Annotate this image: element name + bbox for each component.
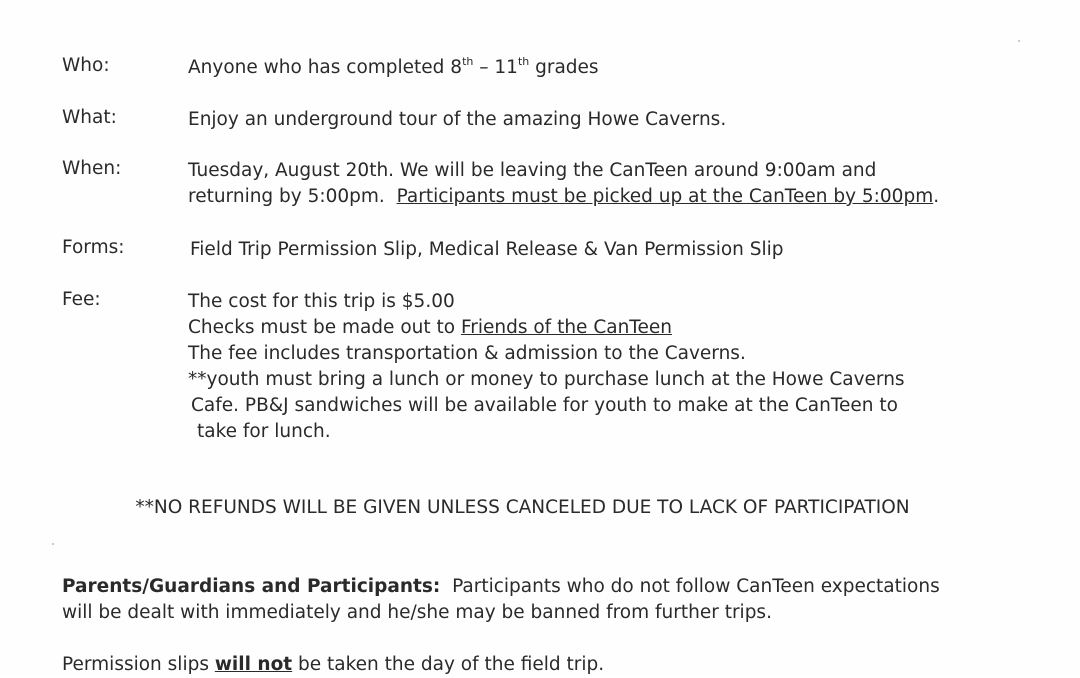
fee-label: Fee: [62,289,101,310]
scan-speck [52,543,54,545]
fee-line-5: Cafe. PB&J sandwiches will be available for youth to make at the CanTeen to [191,395,898,416]
who-sup-2: th [517,55,530,68]
who-text-post: grades [529,57,599,78]
forms-label: Forms: [62,237,125,258]
when-line-2-pre: returning by 5:00pm. [188,186,397,207]
what-label: What: [62,107,117,128]
who-label: Who: [62,55,110,76]
parents-line-2: will be dealt with immediately and he/she may be banned from further trips. [62,602,772,623]
when-label: When: [62,158,122,179]
fee-line-1: The cost for this trip is $5.00 [188,291,455,312]
parents-paragraph [62,574,940,626]
payee-name: Friends of the CanTeen [460,317,672,338]
who-value [188,55,599,81]
who-sup-1: th [462,55,474,68]
when-line-2-post: . [933,186,940,207]
parents-line-1 [62,574,940,600]
fee-value [188,289,905,445]
no-refunds-notice: **NO REFUNDS WILL BE GIVEN UNLESS CANCELED DUE TO LACK OF PARTICIPATION [135,497,910,518]
who-text-pre: Anyone who has completed 8 [188,57,463,78]
fee-line-4: **youth must bring a lunch or money to purchase lunch at the Howe Caverns [188,369,905,390]
fee-line-2-pre: Checks must be made out to [188,317,461,338]
fee-line-2 [188,315,905,341]
fee-line-6: take for lunch. [197,421,331,442]
pickup-deadline-text: Participants must be picked up at the CanTeen by 5:00pm [396,186,934,207]
permission-pre: Permission slips [62,654,215,675]
when-value [188,158,939,210]
permission-emphasis: will not [214,654,293,675]
when-line-1: Tuesday, August 20th. We will be leaving the CanTeen around 9:00am and [188,160,877,181]
what-value: Enjoy an underground tour of the amazing Howe Caverns. [188,109,727,130]
who-text-mid: – 11 [473,57,518,78]
forms-value: Field Trip Permission Slip, Medical Release & Van Permission Slip [190,239,784,260]
scan-speck [1018,40,1020,42]
when-line-2 [188,184,939,210]
parents-heading: Parents/Guardians and Participants: [62,576,441,597]
parents-line-1-rest: Participants who do not follow CanTeen expectations [440,576,940,597]
fee-line-3: The fee includes transportation & admission to the Caverns. [188,343,746,364]
permission-note [62,652,604,678]
permission-post: be taken the day of the field trip. [292,654,605,675]
